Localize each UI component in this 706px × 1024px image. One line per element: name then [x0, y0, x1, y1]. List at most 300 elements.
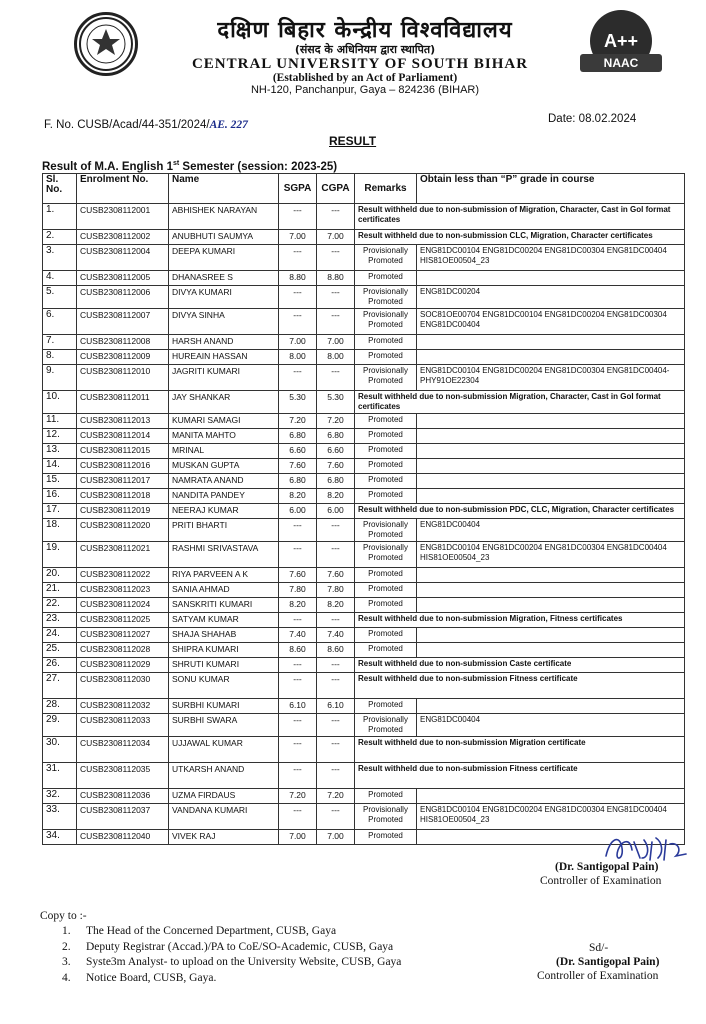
- copy-to-heading: Copy to :-: [40, 910, 87, 922]
- table-row: [43, 504, 685, 519]
- caption-superscript: st: [172, 160, 180, 167]
- cell-enrolment: CUSB2308112005: [77, 271, 169, 286]
- cell-sgpa: ---: [279, 245, 317, 271]
- cell-name: SANSKRITI KUMARI: [169, 598, 279, 613]
- table-row: [43, 230, 685, 245]
- col-header-remarks: Remarks: [355, 174, 417, 204]
- table-row: [43, 429, 685, 444]
- col-header-cgpa: CGPA: [317, 174, 355, 204]
- cell-courses: [417, 583, 685, 598]
- cell-withheld-note: Result withheld due to non-submission Migration certificate: [355, 737, 685, 763]
- cell-sl-no: 3.: [43, 245, 77, 271]
- cell-sl-no: 9.: [43, 365, 77, 391]
- cell-name: SHIPRA KUMARI: [169, 643, 279, 658]
- cell-sl-no: 24.: [43, 628, 77, 643]
- cell-sl-no: 28.: [43, 699, 77, 714]
- naac-label: NAAC: [580, 54, 662, 72]
- table-row: [43, 763, 685, 789]
- cell-enrolment: CUSB2308112017: [77, 474, 169, 489]
- cell-sl-no: 29.: [43, 714, 77, 737]
- cell-remarks: Provisionally Promoted: [355, 286, 417, 309]
- cell-name: SANIA AHMAD: [169, 583, 279, 598]
- university-emblem-icon: [74, 12, 138, 76]
- cell-enrolment: CUSB2308112002: [77, 230, 169, 245]
- cell-enrolment: CUSB2308112037: [77, 804, 169, 830]
- cell-name: HARSH ANAND: [169, 335, 279, 350]
- cell-remarks: Promoted: [355, 444, 417, 459]
- table-row: [43, 489, 685, 504]
- cell-name: MANITA MAHTO: [169, 429, 279, 444]
- table-row: [43, 699, 685, 714]
- cell-cgpa: 6.00: [317, 504, 355, 519]
- letterhead: [0, 0, 706, 100]
- controller-title-copy: Controller of Examination: [537, 970, 659, 982]
- cell-remarks: Provisionally Promoted: [355, 519, 417, 542]
- cell-name: DEEPA KUMARI: [169, 245, 279, 271]
- cell-enrolment: CUSB2308112023: [77, 583, 169, 598]
- table-header-row: [43, 174, 685, 204]
- cell-remarks: Provisionally Promoted: [355, 245, 417, 271]
- table-row: [43, 365, 685, 391]
- university-subtitle: (Established by an Act of Parliament): [272, 72, 458, 84]
- cell-sl-no: 11.: [43, 414, 77, 429]
- document-date: Date: 08.02.2024: [548, 113, 637, 125]
- cell-courses: [417, 789, 685, 804]
- hindi-university-name: दक्षिण बिहार केन्द्रीय विश्वविद्यालय: [217, 18, 513, 43]
- cell-courses: [417, 414, 685, 429]
- cell-courses: ENG81DC00104 ENG81DC00204 ENG81DC00304 ENG81DC00404 HIS81OE00504_23: [417, 804, 685, 830]
- cell-sl-no: 33.: [43, 804, 77, 830]
- cell-cgpa: 7.20: [317, 789, 355, 804]
- cell-remarks: Provisionally Promoted: [355, 714, 417, 737]
- cell-enrolment: CUSB2308112008: [77, 335, 169, 350]
- cell-cgpa: 6.60: [317, 444, 355, 459]
- cell-name: RIYA PARVEEN A K: [169, 568, 279, 583]
- cell-remarks: Promoted: [355, 474, 417, 489]
- cell-enrolment: CUSB2308112022: [77, 568, 169, 583]
- cell-sl-no: 30.: [43, 737, 77, 763]
- hindi-subtitle: (संसद के अधिनियम द्वारा स्थापित): [294, 43, 436, 56]
- cell-sgpa: 8.00: [279, 350, 317, 365]
- cell-sgpa: 6.80: [279, 474, 317, 489]
- cell-name: ANUBHUTI SAUMYA: [169, 230, 279, 245]
- cell-withheld-note: Result withheld due to non-submission CLC, Migration, Character certificates: [355, 230, 685, 245]
- cell-enrolment: CUSB2308112018: [77, 489, 169, 504]
- cell-remarks: Provisionally Promoted: [355, 542, 417, 568]
- cell-sgpa: ---: [279, 286, 317, 309]
- cell-sgpa: 6.10: [279, 699, 317, 714]
- cell-sgpa: ---: [279, 804, 317, 830]
- copy-to-list: [62, 924, 401, 986]
- cell-withheld-note: Result withheld due to non-submission Fitness certificate: [355, 673, 685, 699]
- cell-name: NANDITA PANDEY: [169, 489, 279, 504]
- cell-remarks: Promoted: [355, 429, 417, 444]
- cell-cgpa: ---: [317, 245, 355, 271]
- cell-sgpa: 7.40: [279, 628, 317, 643]
- cell-remarks: Provisionally Promoted: [355, 804, 417, 830]
- cell-enrolment: CUSB2308112009: [77, 350, 169, 365]
- cell-sl-no: 10.: [43, 391, 77, 414]
- naac-badge: [580, 10, 662, 82]
- cell-name: DIVYA KUMARI: [169, 286, 279, 309]
- cell-withheld-note: Result withheld due to non-submission of Migration, Character, Cast in GoI format certificates: [355, 204, 685, 230]
- cell-sl-no: 32.: [43, 789, 77, 804]
- cell-cgpa: ---: [317, 365, 355, 391]
- caption-text-end: Semester (session: 2023-25): [179, 160, 338, 173]
- cell-remarks: Promoted: [355, 830, 417, 845]
- cell-enrolment: CUSB2308112006: [77, 286, 169, 309]
- cell-enrolment: CUSB2308112010: [77, 365, 169, 391]
- cell-sl-no: 34.: [43, 830, 77, 845]
- cell-cgpa: 7.80: [317, 583, 355, 598]
- cell-sgpa: ---: [279, 204, 317, 230]
- cell-sgpa: 7.60: [279, 568, 317, 583]
- cell-sgpa: ---: [279, 519, 317, 542]
- cell-enrolment: CUSB2308112036: [77, 789, 169, 804]
- cell-enrolment: CUSB2308112015: [77, 444, 169, 459]
- table-row: [43, 271, 685, 286]
- cell-sl-no: 15.: [43, 474, 77, 489]
- cell-cgpa: 7.60: [317, 459, 355, 474]
- cell-sgpa: 8.20: [279, 598, 317, 613]
- cell-sl-no: 31.: [43, 763, 77, 789]
- cell-cgpa: ---: [317, 658, 355, 673]
- cell-sgpa: 7.20: [279, 414, 317, 429]
- cell-name: MRINAL: [169, 444, 279, 459]
- table-row: [43, 474, 685, 489]
- cell-name: MUSKAN GUPTA: [169, 459, 279, 474]
- cell-courses: [417, 699, 685, 714]
- table-row: [43, 459, 685, 474]
- cell-enrolment: CUSB2308112019: [77, 504, 169, 519]
- cell-sgpa: ---: [279, 673, 317, 699]
- cell-name: JAGRITI KUMARI: [169, 365, 279, 391]
- cell-sl-no: 25.: [43, 643, 77, 658]
- cell-courses: [417, 429, 685, 444]
- cell-courses: ENG81DC00104 ENG81DC00204 ENG81DC00304 ENG81DC00404-PHY91OE22304: [417, 365, 685, 391]
- cell-sgpa: 7.80: [279, 583, 317, 598]
- cell-remarks: Provisionally Promoted: [355, 309, 417, 335]
- cell-withheld-note: Result withheld due to non-submission PDC, CLC, Migration, Character certificates: [355, 504, 685, 519]
- cell-courses: ENG81DC00204: [417, 286, 685, 309]
- cell-sl-no: 20.: [43, 568, 77, 583]
- cell-courses: [417, 568, 685, 583]
- cell-sgpa: 6.80: [279, 429, 317, 444]
- cell-courses: ENG81DC00404: [417, 519, 685, 542]
- cell-remarks: Promoted: [355, 699, 417, 714]
- cell-cgpa: ---: [317, 542, 355, 568]
- naac-grade: A++: [590, 10, 652, 72]
- sd-mark: Sd/-: [589, 942, 609, 954]
- table-row: [43, 714, 685, 737]
- copy-to-item: 4. Notice Board, CUSB, Gaya.: [62, 971, 217, 984]
- cell-cgpa: 7.00: [317, 335, 355, 350]
- cell-withheld-note: Result withheld due to non-submission Fitness certificate: [355, 763, 685, 789]
- cell-sgpa: ---: [279, 763, 317, 789]
- cell-sl-no: 1.: [43, 204, 77, 230]
- cell-enrolment: CUSB2308112035: [77, 763, 169, 789]
- cell-courses: [417, 459, 685, 474]
- table-caption: [42, 160, 337, 173]
- cell-remarks: Promoted: [355, 350, 417, 365]
- cell-name: NAMRATA ANAND: [169, 474, 279, 489]
- file-number: [44, 119, 248, 131]
- cell-enrolment: CUSB2308112024: [77, 598, 169, 613]
- cell-sl-no: 26.: [43, 658, 77, 673]
- cell-cgpa: 8.80: [317, 271, 355, 286]
- cell-sl-no: 27.: [43, 673, 77, 699]
- cell-courses: ENG81DC00104 ENG81DC00204 ENG81DC00304 ENG81DC00404 HIS81OE00504_23: [417, 542, 685, 568]
- cell-sgpa: ---: [279, 658, 317, 673]
- cell-courses: [417, 598, 685, 613]
- cell-sgpa: 7.00: [279, 335, 317, 350]
- cell-enrolment: CUSB2308112040: [77, 830, 169, 845]
- cell-sl-no: 4.: [43, 271, 77, 286]
- cell-cgpa: 8.00: [317, 350, 355, 365]
- cell-cgpa: 7.00: [317, 230, 355, 245]
- cell-name: HUREAIN HASSAN: [169, 350, 279, 365]
- cell-sgpa: 8.20: [279, 489, 317, 504]
- cell-remarks: Promoted: [355, 583, 417, 598]
- table-row: [43, 737, 685, 763]
- table-row: [43, 286, 685, 309]
- table-row: [43, 391, 685, 414]
- cell-sl-no: 18.: [43, 519, 77, 542]
- cell-courses: [417, 271, 685, 286]
- cell-name: SHAJA SHAHAB: [169, 628, 279, 643]
- cell-name: SATYAM KUMAR: [169, 613, 279, 628]
- caption-text: Result of M.A. English 1: [42, 160, 173, 173]
- cell-remarks: Promoted: [355, 568, 417, 583]
- cell-sl-no: 19.: [43, 542, 77, 568]
- cell-cgpa: ---: [317, 763, 355, 789]
- table-row: [43, 643, 685, 658]
- table-row: [43, 568, 685, 583]
- cell-name: KUMARI SAMAGI: [169, 414, 279, 429]
- cell-name: RASHMI SRIVASTAVA: [169, 542, 279, 568]
- table-row: [43, 414, 685, 429]
- controller-name-copy: (Dr. Santigopal Pain): [556, 956, 660, 968]
- cell-sgpa: ---: [279, 309, 317, 335]
- result-heading: RESULT: [329, 134, 377, 148]
- cell-remarks: Promoted: [355, 271, 417, 286]
- table-row: [43, 613, 685, 628]
- cell-courses: SOC81OE00704 ENG81DC00104 ENG81DC00204 ENG81DC00304 ENG81DC00404: [417, 309, 685, 335]
- table-row: [43, 583, 685, 598]
- cell-sgpa: 8.60: [279, 643, 317, 658]
- cell-sl-no: 14.: [43, 459, 77, 474]
- table-row: [43, 804, 685, 830]
- cell-remarks: Promoted: [355, 414, 417, 429]
- table-row: [43, 204, 685, 230]
- cell-name: SHRUTI KUMARI: [169, 658, 279, 673]
- cell-name: JAY SHANKAR: [169, 391, 279, 414]
- cell-sgpa: 5.30: [279, 391, 317, 414]
- table-row: [43, 444, 685, 459]
- cell-enrolment: CUSB2308112034: [77, 737, 169, 763]
- cell-enrolment: CUSB2308112016: [77, 459, 169, 474]
- cell-remarks: Promoted: [355, 459, 417, 474]
- cell-enrolment: CUSB2308112011: [77, 391, 169, 414]
- cell-sl-no: 5.: [43, 286, 77, 309]
- cell-cgpa: ---: [317, 204, 355, 230]
- cell-courses: ENG81DC00104 ENG81DC00204 ENG81DC00304 ENG81DC00404 HIS81OE00504_23: [417, 245, 685, 271]
- cell-remarks: Promoted: [355, 628, 417, 643]
- cell-cgpa: ---: [317, 714, 355, 737]
- table-row: [43, 335, 685, 350]
- cell-courses: [417, 474, 685, 489]
- cell-cgpa: 6.80: [317, 429, 355, 444]
- cell-enrolment: CUSB2308112004: [77, 245, 169, 271]
- cell-sgpa: ---: [279, 737, 317, 763]
- cell-name: DHANASREE S: [169, 271, 279, 286]
- cell-sl-no: 6.: [43, 309, 77, 335]
- table-row: [43, 628, 685, 643]
- cell-name: ABHISHEK NARAYAN: [169, 204, 279, 230]
- cell-enrolment: CUSB2308112033: [77, 714, 169, 737]
- cell-cgpa: 8.60: [317, 643, 355, 658]
- cell-enrolment: CUSB2308112001: [77, 204, 169, 230]
- cell-sgpa: ---: [279, 542, 317, 568]
- table-row: [43, 245, 685, 271]
- cell-courses: [417, 444, 685, 459]
- cell-cgpa: 5.30: [317, 391, 355, 414]
- cell-name: PRITI BHARTI: [169, 519, 279, 542]
- cell-withheld-note: Result withheld due to non-submission Caste certificate: [355, 658, 685, 673]
- controller-title: Controller of Examination: [540, 875, 662, 887]
- cell-enrolment: CUSB2308112028: [77, 643, 169, 658]
- cell-courses: [417, 643, 685, 658]
- controller-name: (Dr. Santigopal Pain): [555, 861, 659, 873]
- table-row: [43, 658, 685, 673]
- cell-courses: [417, 628, 685, 643]
- col-header-courses: Obtain less than “P” grade in course: [417, 174, 685, 204]
- cell-sl-no: 12.: [43, 429, 77, 444]
- table-row: [43, 673, 685, 699]
- cell-name: UJJAWAL KUMAR: [169, 737, 279, 763]
- table-row: [43, 830, 685, 845]
- cell-name: SURBHI KUMARI: [169, 699, 279, 714]
- cell-remarks: Promoted: [355, 789, 417, 804]
- cell-sl-no: 13.: [43, 444, 77, 459]
- cell-name: VANDANA KUMARI: [169, 804, 279, 830]
- cell-courses: [417, 489, 685, 504]
- cell-cgpa: 7.40: [317, 628, 355, 643]
- cell-enrolment: CUSB2308112030: [77, 673, 169, 699]
- file-number-text: F. No. CUSB/Acad/44-351/2024/: [44, 119, 210, 131]
- cell-name: NEERAJ KUMAR: [169, 504, 279, 519]
- cell-cgpa: 7.00: [317, 830, 355, 845]
- cell-sl-no: 23.: [43, 613, 77, 628]
- cell-remarks: Promoted: [355, 489, 417, 504]
- cell-courses: [417, 335, 685, 350]
- table-row: [43, 350, 685, 365]
- cell-cgpa: ---: [317, 737, 355, 763]
- cell-cgpa: 6.10: [317, 699, 355, 714]
- cell-withheld-note: Result withheld due to non-submission Migration, Fitness certificates: [355, 613, 685, 628]
- cell-remarks: Promoted: [355, 335, 417, 350]
- cell-enrolment: CUSB2308112014: [77, 429, 169, 444]
- table-row: [43, 598, 685, 613]
- cell-cgpa: 6.80: [317, 474, 355, 489]
- cell-sgpa: 6.60: [279, 444, 317, 459]
- result-table-container: [42, 173, 684, 845]
- cell-sgpa: ---: [279, 365, 317, 391]
- cell-sl-no: 16.: [43, 489, 77, 504]
- cell-cgpa: ---: [317, 309, 355, 335]
- cell-courses: ENG81DC00404: [417, 714, 685, 737]
- col-header-sgpa: SGPA: [279, 174, 317, 204]
- university-name: CENTRAL UNIVERSITY OF SOUTH BIHAR: [191, 56, 529, 72]
- cell-enrolment: CUSB2308112021: [77, 542, 169, 568]
- copy-to-item: 3. Syste3m Analyst- to upload on the University Website, CUSB, Gaya: [62, 956, 402, 968]
- cell-sgpa: 7.60: [279, 459, 317, 474]
- cell-enrolment: CUSB2308112032: [77, 699, 169, 714]
- table-row: [43, 519, 685, 542]
- cell-sgpa: 7.20: [279, 789, 317, 804]
- cell-cgpa: 7.60: [317, 568, 355, 583]
- cell-sgpa: ---: [279, 714, 317, 737]
- cell-name: VIVEK RAJ: [169, 830, 279, 845]
- cell-cgpa: 7.20: [317, 414, 355, 429]
- table-row: [43, 309, 685, 335]
- cell-enrolment: CUSB2308112020: [77, 519, 169, 542]
- cell-enrolment: CUSB2308112027: [77, 628, 169, 643]
- cell-cgpa: ---: [317, 673, 355, 699]
- university-address: NH-120, Panchanpur, Gaya – 824236 (BIHAR): [250, 84, 480, 96]
- cell-enrolment: CUSB2308112029: [77, 658, 169, 673]
- cell-withheld-note: Result withheld due to non-submission Migration, Character, Cast in GoI format certificates: [355, 391, 685, 414]
- table-row: [43, 542, 685, 568]
- cell-sl-no: 22.: [43, 598, 77, 613]
- file-number-handwritten: AE. 227: [209, 119, 248, 131]
- cell-sgpa: 6.00: [279, 504, 317, 519]
- cell-sl-no: 21.: [43, 583, 77, 598]
- cell-sl-no: 2.: [43, 230, 77, 245]
- cell-enrolment: CUSB2308112025: [77, 613, 169, 628]
- cell-cgpa: ---: [317, 613, 355, 628]
- cell-name: UTKARSH ANAND: [169, 763, 279, 789]
- cell-name: DIVYA SINHA: [169, 309, 279, 335]
- cell-cgpa: ---: [317, 286, 355, 309]
- cell-remarks: Provisionally Promoted: [355, 365, 417, 391]
- cell-sgpa: 7.00: [279, 230, 317, 245]
- copy-to-item: 1. The Head of the Concerned Department, CUSB, Gaya: [62, 925, 337, 937]
- cell-sgpa: 8.80: [279, 271, 317, 286]
- cell-name: SURBHI SWARA: [169, 714, 279, 737]
- cell-remarks: Promoted: [355, 598, 417, 613]
- cell-sgpa: 7.00: [279, 830, 317, 845]
- cell-cgpa: ---: [317, 519, 355, 542]
- col-header-sl: Sl. No.: [43, 174, 77, 204]
- cell-name: UZMA FIRDAUS: [169, 789, 279, 804]
- copy-to-item: 2. Deputy Registrar (Accad.)/PA to CoE/SO-Academic, CUSB, Gaya: [62, 940, 394, 953]
- table-body: [43, 204, 685, 845]
- cell-enrolment: CUSB2308112007: [77, 309, 169, 335]
- cell-enrolment: CUSB2308112013: [77, 414, 169, 429]
- cell-cgpa: ---: [317, 804, 355, 830]
- cell-sgpa: ---: [279, 613, 317, 628]
- table-row: [43, 789, 685, 804]
- result-table: [42, 173, 685, 845]
- cell-sl-no: 8.: [43, 350, 77, 365]
- cell-remarks: Promoted: [355, 643, 417, 658]
- col-header-name: Name: [169, 174, 279, 204]
- cell-courses: [417, 350, 685, 365]
- cell-sl-no: 7.: [43, 335, 77, 350]
- cell-name: SONU KUMAR: [169, 673, 279, 699]
- cell-sl-no: 17.: [43, 504, 77, 519]
